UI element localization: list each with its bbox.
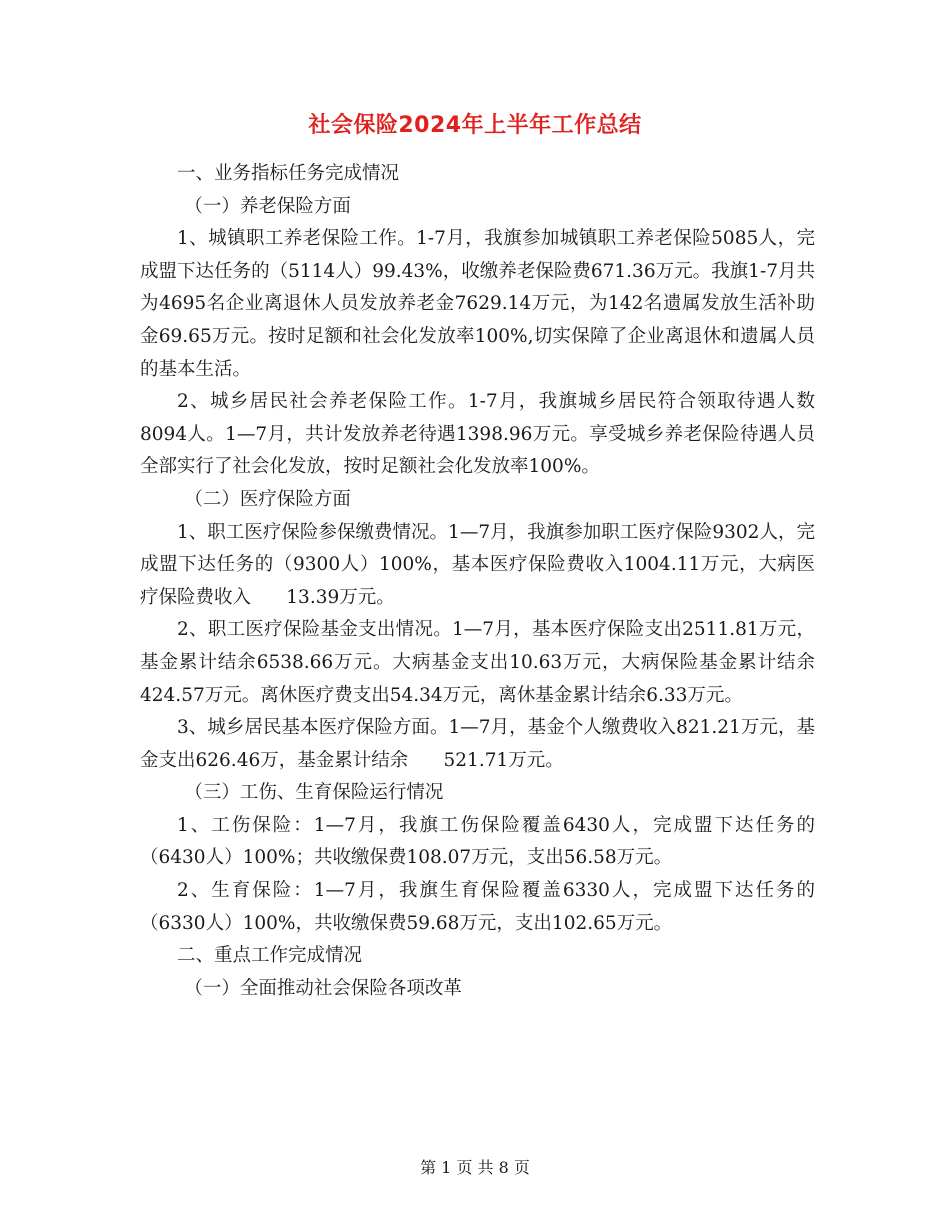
paragraph-maternity-insurance: 2、生育保险：1—7月，我旗生育保险覆盖6330人，完成盟下达任务的（6330人）100%，共收缴保费59.68万元，支出102.65万元。 xyxy=(140,880,815,934)
paragraph-medical-expenditure: 2、职工医疗保险基金支出情况。1—7月，基本医疗保险支出2511.81万元，基金累计结余6538.66万元。大病基金支出10.63万元，大病保险基金累计结余424.57万元。离休医疗费支出54.34万元，离休基金累计结余6.33万元。 xyxy=(140,619,815,706)
document-body xyxy=(140,158,815,1005)
paragraph-urban-pension: 1、城镇职工养老保险工作。1-7月，我旗参加城镇职工养老保险5085人，完成盟下达任务的（5114人）99.43%，收缴养老保险费671.36万元。我旗1-7月共为4695名企业离退休人员发放养老金7629.14万元，为142名遗属发放生活补助金69.65万元。按时足额和社会化发放率100%,切实保障了企业离退休和遗属人员的基本生活。 xyxy=(140,228,815,380)
subsection-heading-medical: （二）医疗保险方面 xyxy=(184,488,351,510)
paragraph-injury-insurance: 1、工伤保险：1—7月，我旗工伤保险覆盖6430人，完成盟下达任务的（6430人）100%；共收缴保费108.07万元，支出56.58万元。 xyxy=(140,814,815,869)
subsection-heading-injury-maternity: （三）工伤、生育保险运行情况 xyxy=(184,782,444,804)
document-title: 社会保险2024年上半年工作总结 xyxy=(308,113,642,138)
section-heading-1: 一、业务指标任务完成情况 xyxy=(177,163,400,184)
page-footer: 第 1 页 共 8 页 xyxy=(420,1158,530,1177)
paragraph-rural-medical: 3、城乡居民基本医疗保险方面。1—7月，基金个人缴费收入821.21万元，基金支出626.46万，基金累计结余 521.71万元。 xyxy=(140,717,815,771)
subsection-heading-reform: （一）全面推动社会保险各项改革 xyxy=(184,977,462,999)
paragraph-medical-enrollment: 1、职工医疗保险参保缴费情况。1—7月，我旗参加职工医疗保险9302人，完成盟下达任务的（9300人）100%，基本医疗保险费收入1004.11万元，大病医疗保险费收入 13.39万元。 xyxy=(140,521,815,608)
section-heading-2: 二、重点工作完成情况 xyxy=(177,945,363,967)
subsection-heading-pension: （一）养老保险方面 xyxy=(184,195,351,217)
paragraph-rural-pension: 2、城乡居民社会养老保险工作。1-7月，我旗城乡居民符合领取待遇人数8094人。1—7月，共计发放养老待遇1398.96万元。享受城乡养老保险待遇人员全部实行了社会化发放，按时足额社会化发放率100%。 xyxy=(140,391,815,478)
